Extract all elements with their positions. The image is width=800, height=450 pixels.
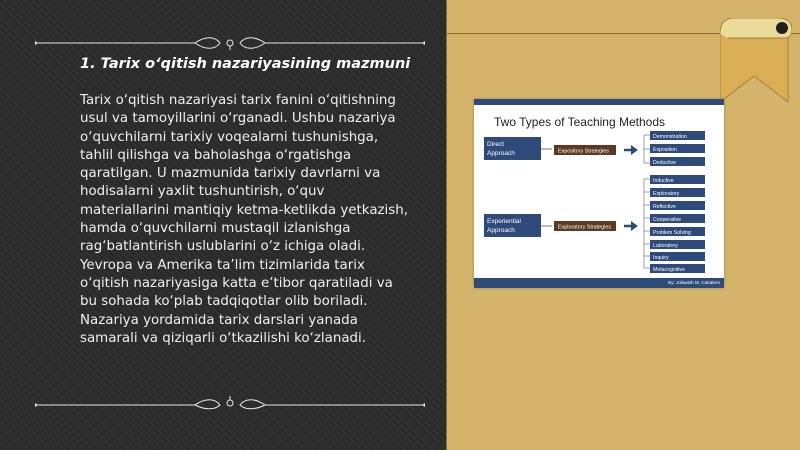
- direct-approach-label-1: Direct: [487, 141, 504, 148]
- method-exposition: Exposition: [653, 147, 677, 153]
- teaching-methods-figure: [474, 99, 724, 288]
- method-demonstration: Demonstration: [653, 134, 687, 140]
- slide-title: 1. Tarix o‘qitish nazariyasining mazmuni: [80, 56, 411, 72]
- top-ornament-divider: [35, 36, 425, 50]
- method-metacognitive: Metacognitive: [653, 267, 686, 273]
- method-inductive: Inductive: [653, 178, 674, 184]
- method-deductive: Deductive: [653, 160, 677, 166]
- direct-arrow-head: [631, 145, 638, 155]
- experiential-approach-label-2: Approach: [487, 227, 515, 234]
- direct-approach-label-2: Approach: [487, 150, 515, 157]
- method-exploratory: Exploratory: [653, 191, 680, 197]
- teaching-methods-diagram: [474, 99, 724, 288]
- method-cooperative: Cooperative: [653, 217, 681, 223]
- panel-divider-line: [446, 0, 447, 450]
- figure-credit: By: Jolawish M. Cabalero: [474, 278, 724, 288]
- expository-strategies-label: Expository Strategies: [558, 148, 609, 155]
- bottom-ornament-divider: [35, 396, 425, 410]
- figure-title: Two Types of Teaching Methods: [494, 115, 665, 129]
- method-inquiry: Inquiry: [653, 255, 669, 261]
- bookmark-ribbon-icon: [720, 18, 792, 102]
- method-laboratory: Laboratory: [653, 243, 678, 249]
- exploratory-strategies-label: Exploratory Strategies: [558, 224, 612, 231]
- slide-body-text: Tarix o‘qitish nazariyasi tarix fanini o‘qitishning usul va tamoyillarini o‘rganadi. Ushbu nazariya o‘quvchilarni tarixiy voqealarni tushunishga, tahlil qilishga va baholashga o‘rgatishga qaratilgan. U mazmunida tarixiy davrlarni va hodisalarni yaxlit tushuntirish, o‘quv materiallarini mantiqiy ketma-ketlikda yetkazish, hamda o‘quvchilarni mustaqil izlanishga rag‘batlantirish uslublarini o‘z ichiga oladi. Yevropa va Amerika ta’lim tizimlarida tarix o‘qitish nazariyasiga katta e’tibor qaratiladi va bu sohada ko‘plab tadqiqotlar olib boriladi. Nazariya yordamida tarix darslari yanada samarali va qiziqarli o‘tkazilishi ko‘zlanadi.: [80, 93, 408, 346]
- method-reflective: Reflective: [653, 204, 676, 210]
- experiential-approach-label-1: Experiential: [487, 218, 521, 225]
- method-problem-solving: Problem Solving: [653, 230, 691, 236]
- experiential-arrow-head: [631, 221, 638, 231]
